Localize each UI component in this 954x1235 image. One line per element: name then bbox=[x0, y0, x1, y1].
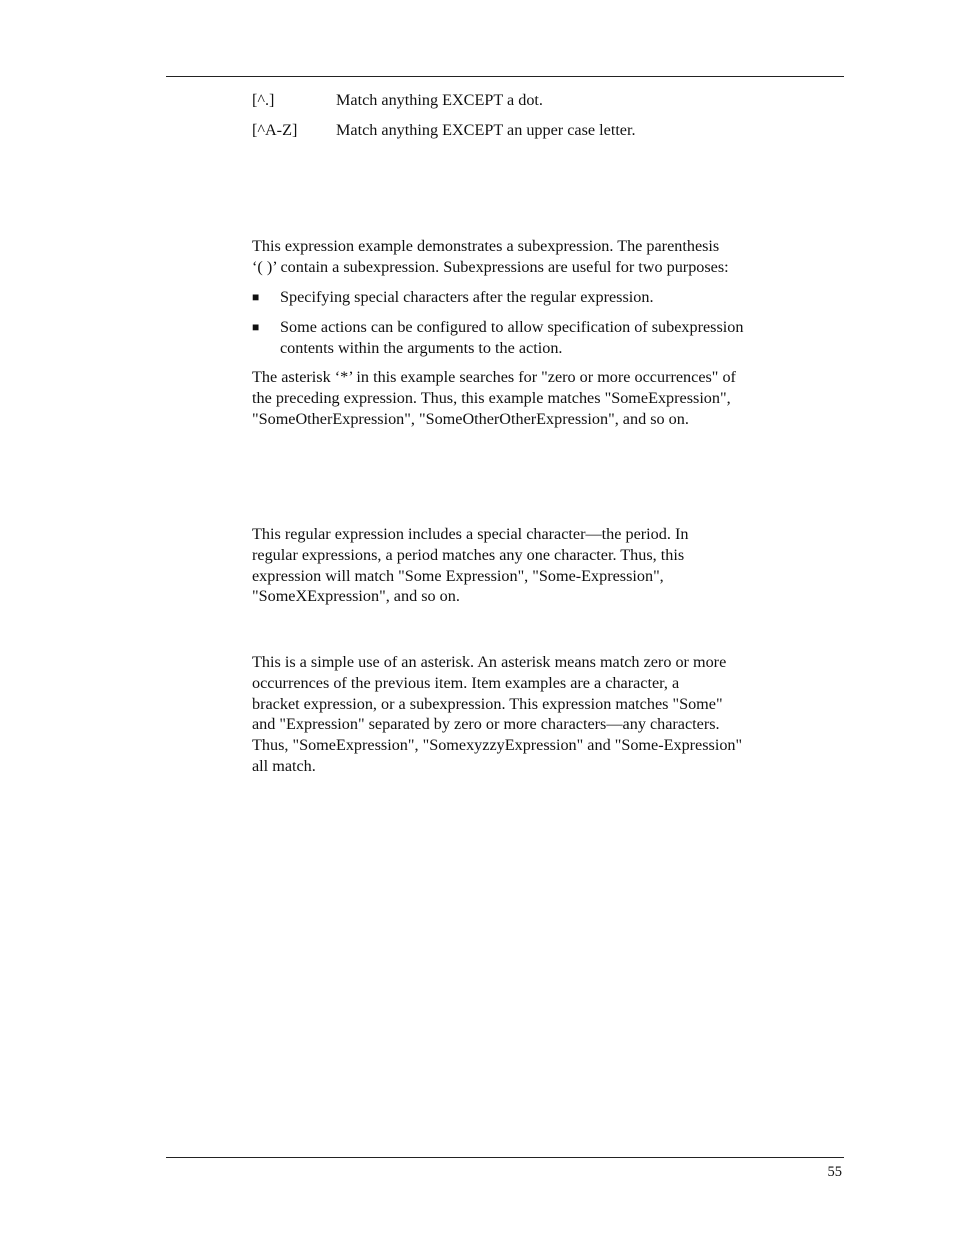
footer-rule bbox=[166, 1157, 844, 1158]
text-line: This expression example demonstrates a subexpression. The parenthesis bbox=[252, 237, 720, 255]
text-line: "SomeOtherExpression", "SomeOtherOtherExpression", and so on. bbox=[252, 409, 689, 428]
asterisk-explanation-paragraph bbox=[252, 367, 846, 429]
text-line: "SomeXExpression", and so on. bbox=[252, 587, 460, 606]
bullet-text bbox=[280, 317, 850, 359]
definition-term: [^.] bbox=[252, 91, 275, 109]
subexpression-intro-paragraph bbox=[252, 236, 846, 278]
text-line: This is a simple use of an asterisk. An asterisk means match zero or more bbox=[252, 653, 727, 671]
text-line: bracket expression, or a subexpression. This expression matches "Some" bbox=[252, 694, 723, 713]
text-line: and "Expression" separated by zero or more characters—any characters. bbox=[252, 715, 720, 734]
definition-term: [^A-Z] bbox=[252, 121, 298, 139]
text-line: the preceding expression. Thus, this example matches "SomeExpression", bbox=[252, 388, 731, 407]
header-rule bbox=[166, 76, 844, 77]
square-bullet-icon: ■ bbox=[252, 290, 260, 304]
text-line: contents within the arguments to the action. bbox=[280, 338, 563, 357]
bullet-text bbox=[280, 287, 850, 308]
text-line: Specifying special characters after the regular expression. bbox=[280, 288, 654, 306]
text-line: This regular expression includes a special character—the period. In bbox=[252, 525, 689, 543]
text-line: Thus, "SomeExpression", "SomexyzzyExpression" and "Some-Expression" bbox=[252, 736, 743, 755]
asterisk-paragraph bbox=[252, 652, 846, 777]
period-paragraph bbox=[252, 524, 846, 607]
definition-text: Match anything EXCEPT an upper case letter. bbox=[336, 121, 636, 139]
text-line: all match. bbox=[252, 756, 316, 775]
page-number: 55 bbox=[827, 1164, 842, 1180]
text-line: Some actions can be configured to allow specification of subexpression bbox=[280, 318, 744, 336]
text-line: expression will match "Some Expression", "Some-Expression", bbox=[252, 566, 664, 585]
text-line: The asterisk ‘*’ in this example searches for "zero or more occurrences" of bbox=[252, 368, 736, 386]
definition-text: Match anything EXCEPT a dot. bbox=[336, 91, 543, 109]
text-line: ‘( )’ contain a subexpression. Subexpressions are useful for two purposes: bbox=[252, 257, 729, 276]
square-bullet-icon: ■ bbox=[252, 320, 260, 334]
text-line: occurrences of the previous item. Item examples are a character, a bbox=[252, 673, 680, 692]
text-line: regular expressions, a period matches any one character. Thus, this bbox=[252, 545, 685, 564]
